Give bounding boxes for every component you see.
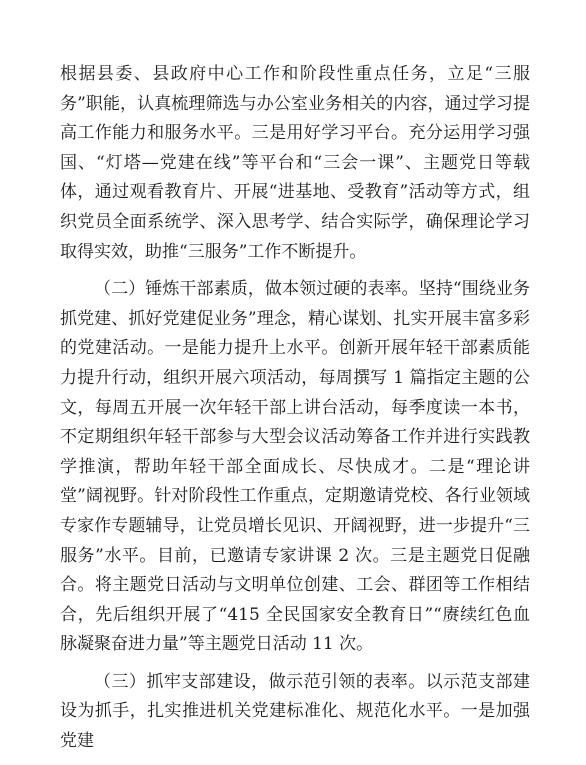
paragraph-section-2: （二）锤炼干部素质，做本领过硬的表率。坚持“围绕业务抓党建、抓好党建促业务”理念，精心谋划、扎实开展丰富多彩的党建活动。一是能力提升上水平。创新开展年轻干部素质能力提升行动，组织开展六项活动，每周撰写 1 篇指定主题的公文，每周五开展一次年轻干部上讲台活动，每季度读一本书，不定期组织年轻干部参与大型会议活动筹备工作并进行实践教学推演，帮助年轻干部全面成长、尽快成才。二是“理论讲堂”阔视野。针对阶段性工作重点，定期邀请党校、各行业领域专家作专题辅导，让党员增长见识、开阔视野，进一步提升“三服务”水平。目前，已邀请专家讲课 2 次。三是主题党日促融合。将主题党日活动与文明单位创建、工会、群团等工作相结合，先后组织开展了“415 全民国家安全教育日”“赓续红色血脉凝聚奋进力量”等主题党日活动 11 次。 bbox=[60, 279, 530, 655]
paragraph-continuation: 根据县委、县政府中心工作和阶段性重点任务，立足“三服务”职能，认真梳理筛选与办公室业务相关的内容，通过学习提高工作能力和服务水平。三是用好学习平台。充分运用学习强国、“灯塔—党建在线”等平台和“三会一课”、主题党日等载体，通过观看教育片、开展“进基地、受教育”活动等方式，组织党员全面系统学、深入思考学、结合实际学，确保理论学习取得实效，助推“三服务”工作不断提升。 bbox=[60, 64, 530, 262]
body-text bbox=[60, 60, 530, 765]
paragraph-section-3: （三）抓牢支部建设，做示范引领的表率。以示范支部建设为抓手，扎实推进机关党建标准化、规范化水平。一是加强党建 bbox=[60, 671, 530, 752]
